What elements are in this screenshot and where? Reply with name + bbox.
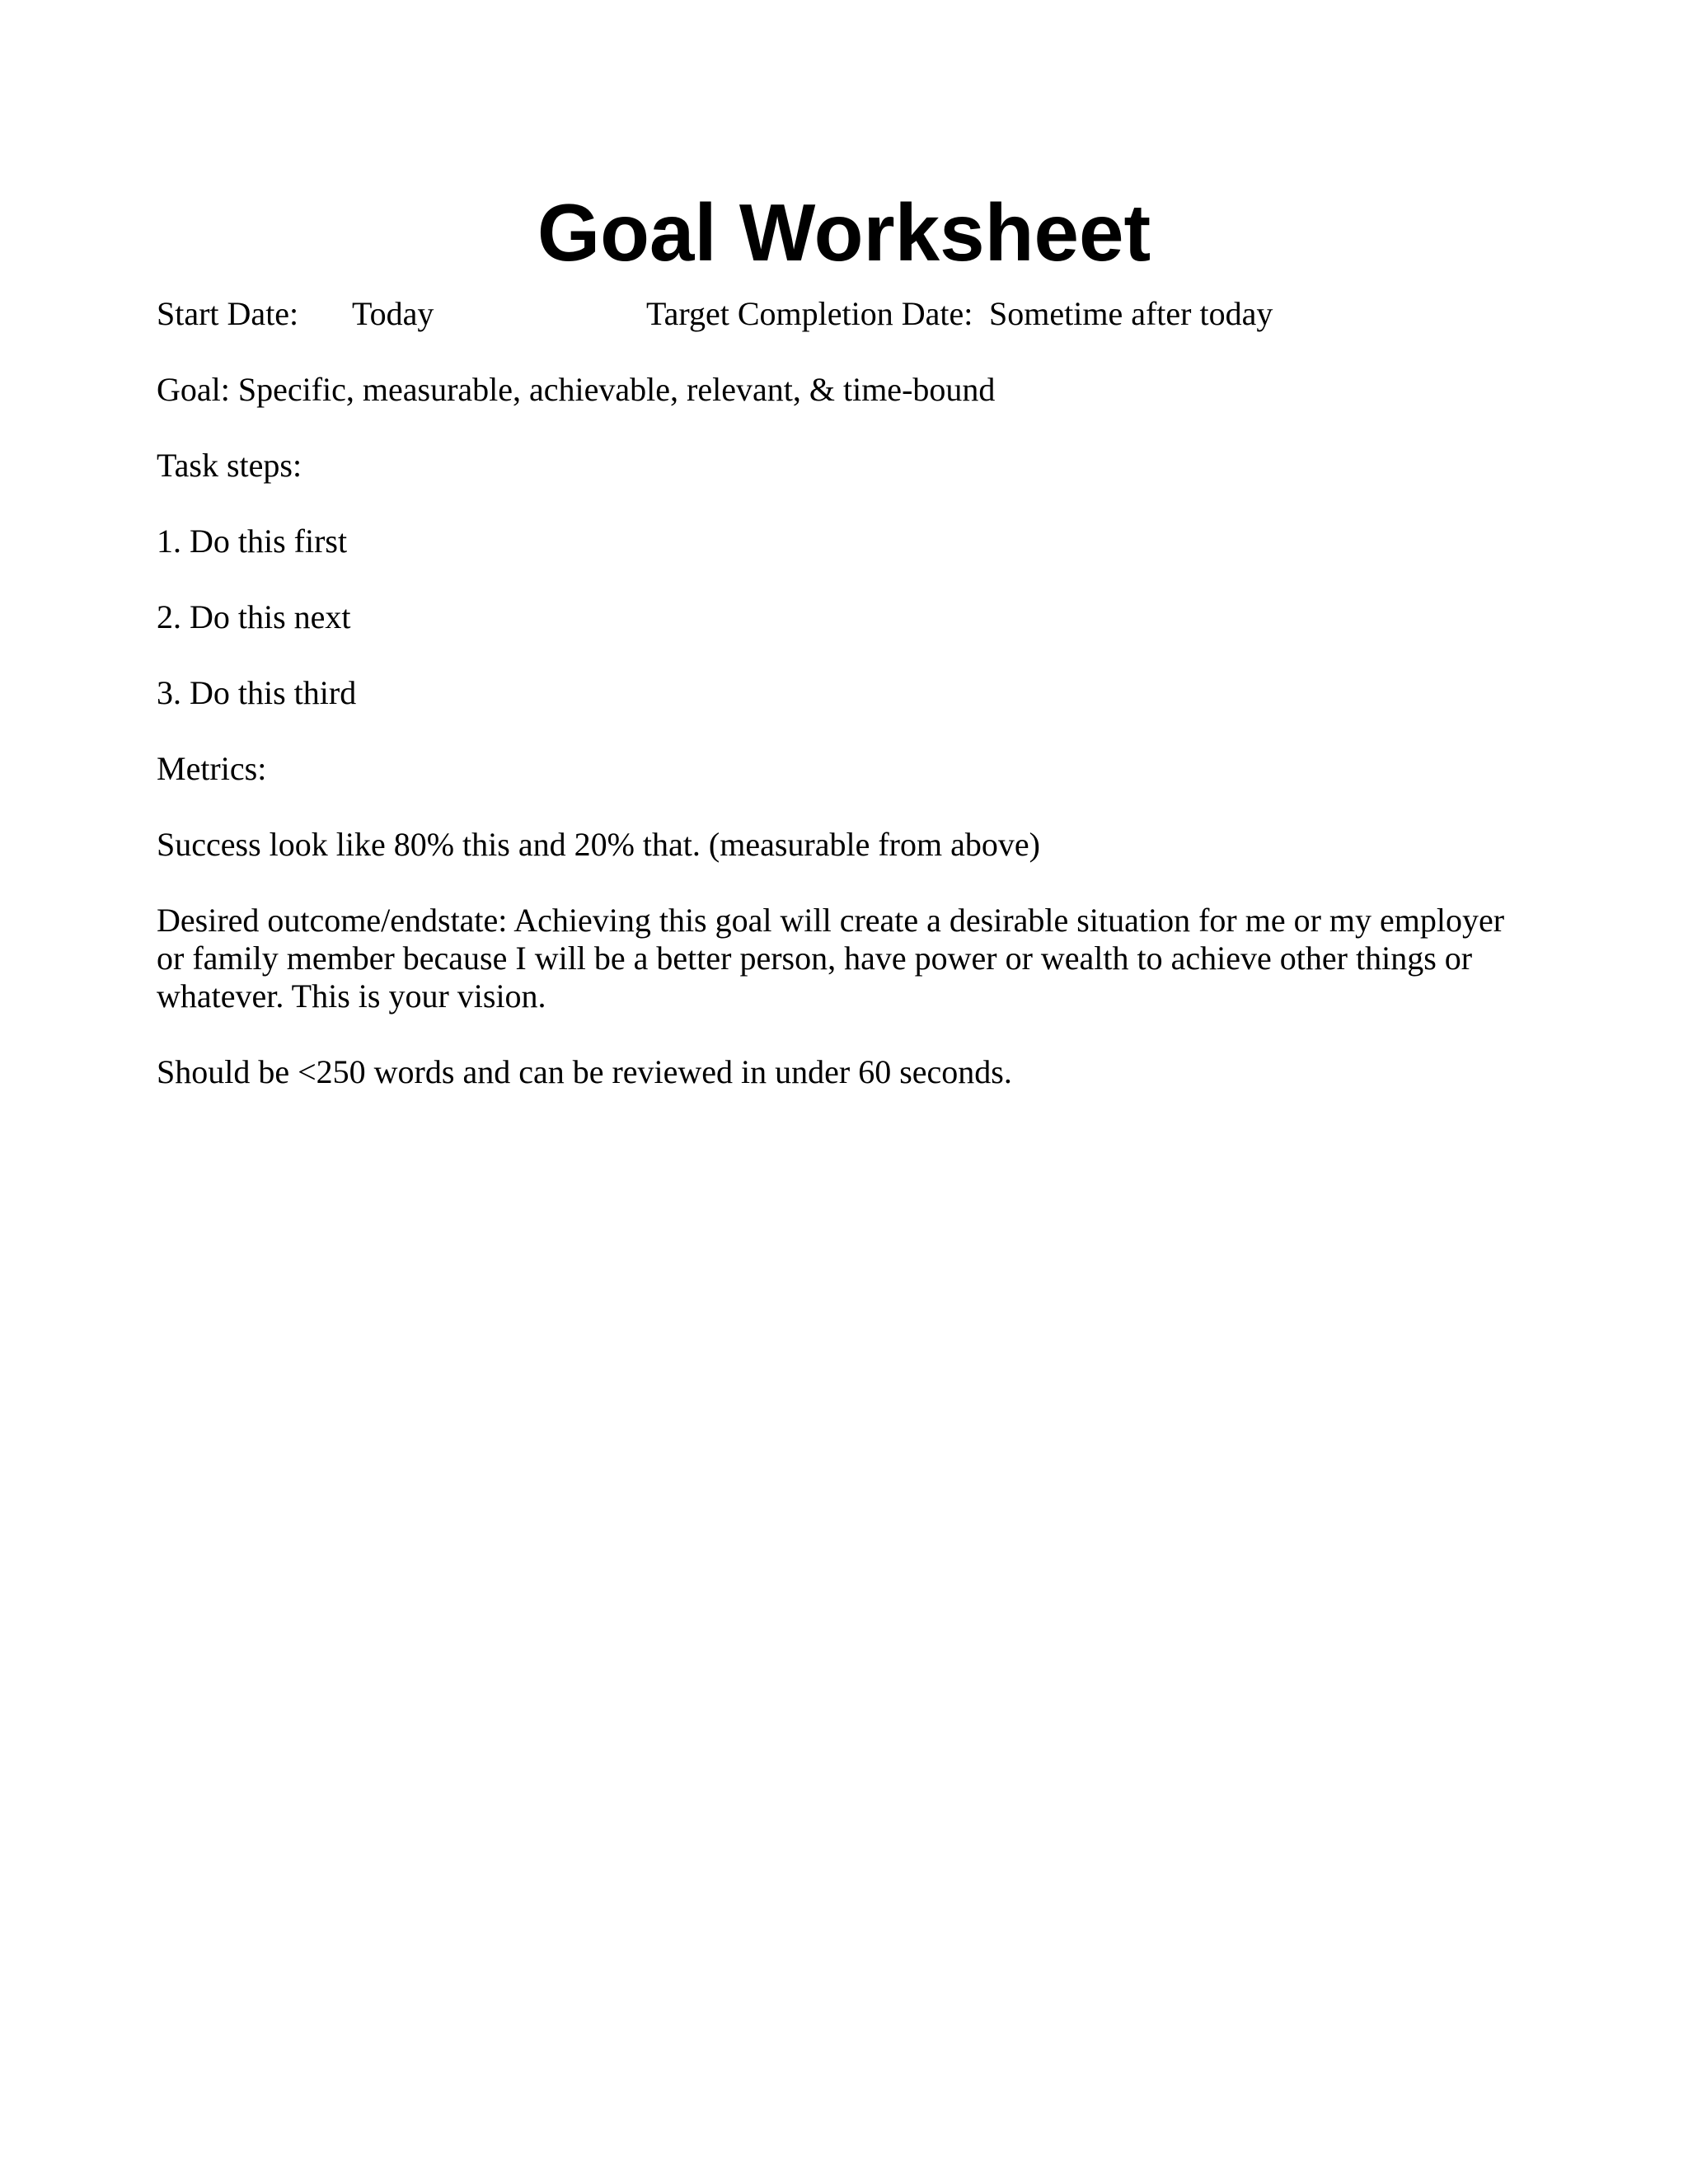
goal-line: Goal: Specific, measurable, achievable, relevant, & time-bound bbox=[157, 371, 996, 408]
target-completion-value: Sometime after today bbox=[989, 295, 1273, 332]
target-completion-label: Target Completion Date: bbox=[646, 295, 973, 332]
task-steps-label: Task steps: bbox=[157, 447, 302, 484]
success-line: Success look like 80% this and 20% that. (measurable from above) bbox=[157, 826, 1040, 863]
task-step-2: 2. Do this next bbox=[157, 598, 351, 635]
metrics-label: Metrics: bbox=[157, 750, 267, 787]
start-date-value: Today bbox=[352, 295, 434, 332]
start-date-label: Start Date: bbox=[157, 295, 299, 332]
task-step-3: 3. Do this third bbox=[157, 674, 357, 711]
desired-outcome-paragraph: Desired outcome/endstate: Achieving this goal will create a desirable situation for me or my employer or family member because I will be a better person, have power or wealth to achieve other things or whatever. This is your vision. bbox=[157, 902, 1505, 1015]
closing-line: Should be <250 words and can be reviewed in under 60 seconds. bbox=[157, 1053, 1012, 1090]
task-step-1: 1. Do this first bbox=[157, 523, 348, 560]
page-title: Goal Worksheet bbox=[537, 187, 1151, 278]
